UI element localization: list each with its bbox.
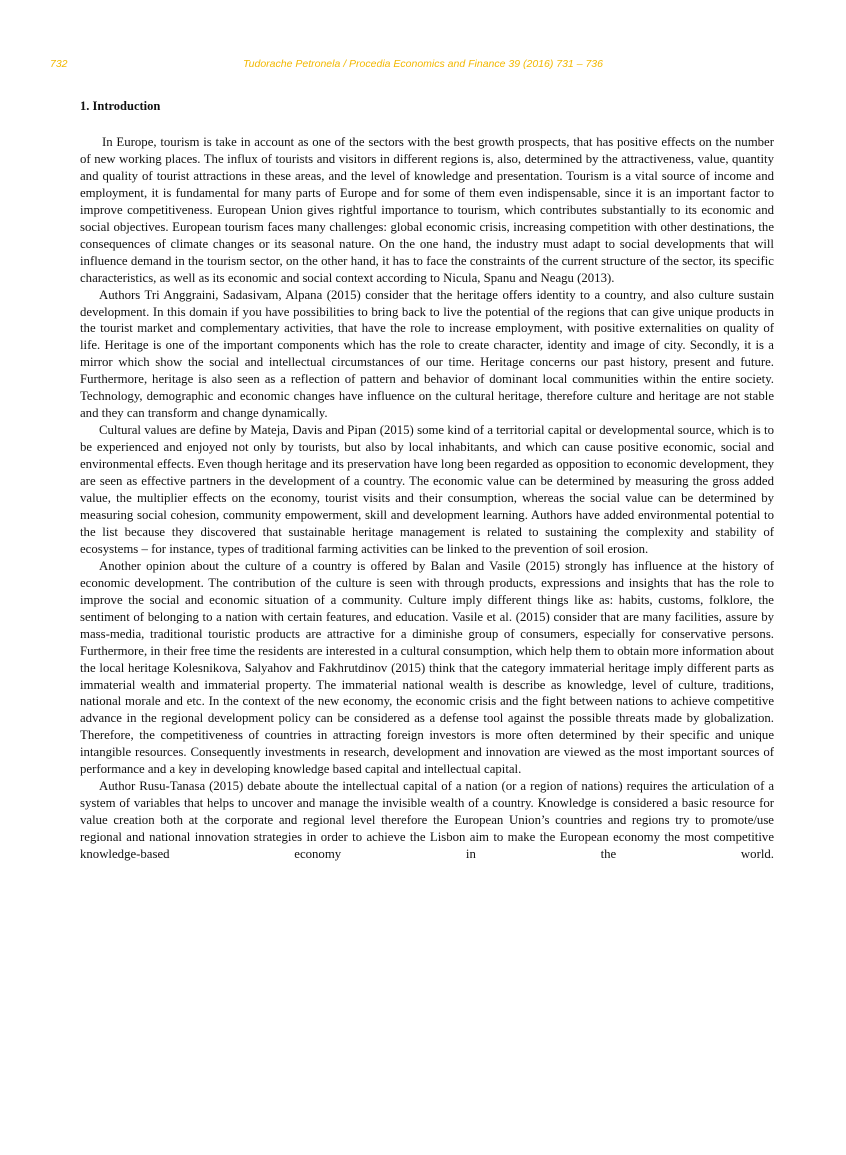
paragraph: Author Rusu-Tanasa (2015) debate aboute the intellectual capital of a nation (or a region of nations) requires the articulation of a system of variables that helps to uncover and manage the invisible wealth of a country. Knowledge is considered a basic resource for value creation both at the corporate and regional level therefore the European Union’s countries and regions try to promote/use regional and national innovation strategies in order to achieve the Lisbon aim to make the European economy the most competitive knowledge-based economy in the world. [80,779,774,862]
paragraph: Cultural values are define by Mateja, Davis and Pipan (2015) some kind of a territorial capital or developmental source, which is to be experienced and enjoyed not only by tourists, but also by local inhabitants, and which can cause positive economic, social and environmental effects. Even though heritage and its preservation have long been regarded as opposition to economic development, they are seen as effective partners in the development of a country. The economic value can be determined by measuring the gross added value, the multiplier effects on the economy, tourist visits and their consumption, whereas the social value can be determined by measuring social cohesion, community empowerment, skill and development learning. Authors have added environmental potential to the list because they discovered that sustainable heritage management is related to sustaining the complexity and stability of ecosystems – for instance, types of traditional farming activities can be linked to the prevention of soil erosion. [80,423,774,556]
paragraph: In Europe, tourism is take in account as one of the sectors with the best growth prospects, that has positive effects on the number of new working places. The influx of tourists and visitors in different regions is, also, determined by the attractiveness, value, quantity and quality of tourist attractions in these areas, and the level of knowledge and presentation. Tourism is a vital source of income and employment, it is fundamental for many parts of Europe and for some of them even indispensable, since it is an important factor to improve competitiveness. European Union gives rightful importance to tourism, which contributes substantially to its economic and social objectives. European tourism faces many challenges: global economic crisis, increasing competition with other destinations, the consequences of climate changes or its seasonal nature. On the one hand, the industry must adapt to social developments that will influence demand in the tourism sector, on the other hand, it has to face the constraints of the current structure of the sector, its specific characteristics, as well as its economic and social context according to Nicula, Spanu and Neagu (2013). [80,135,774,285]
paragraph: Another opinion about the culture of a country is offered by Balan and Vasile (2015) strongly has influence at the history of economic development. The contribution of the culture is seen with through products, expressions and insights that has the role to improve the social and economic situation of a community. Culture imply different things like as: habits, customs, folklore, the sentiment of belonging to a nation with certain features, and education. Vasile et al. (2015) consider that are many facilities, assure by mass-media, traditional touristic products are attractive for a diminishe group of consumers, especially for conservative persons. Furthermore, in their free time the residents are interested in a cultural consumption, which help them to obtain more information about the local heritage Kolesnikova, Salyahov and Fakhrutdinov (2015) think that the category immaterial heritage imply different parts as immaterial wealth and immaterial property. The immaterial national wealth is describe as knowledge, level of culture, traditions, national morale and etc. In the context of the new economy, the economic crisis and the fight between nations to achieve competitive advance in the regional development policy can be considered as a defense tool against the possible threats made by globalization. Therefore, the competitiveness of countries in attracting foreign investors is more often determined by their specific and unique intangible resources. Consequently investments in research, development and innovation are viewed as the most important sources of performance and a key in developing knowledge based capital and intellectual capital. [80,558,774,777]
running-header [50,58,796,72]
paragraph: Authors Tri Anggraini, Sadasivam, Alpana (2015) consider that the heritage offers identity to a country, and also culture sustain development. In this domain if you have possibilities to bring back to live the potential of the regions that can give unique products in the tourist market and complementary activities, that have the role to increase employment, with positive externalities on quality of life. Heritage is one of the important components which has the role to create character, identity and image of city. Secondly, it is a mirror which show the social and intellectual circumstances of our time. Heritage concerns our past history, present and future. Furthermore, heritage is also seen as a reflection of pattern and behavior of dominant local communities within the entire society. Technology, demographic and economic changes have influence on the cultural heritage, therefore culture and heritage are not stable and they can transform and change dynamically. [80,287,774,421]
page-number: 732 [50,58,68,70]
article-body [80,98,774,863]
journal-citation: Tudorache Petronela / Procedia Economics and Finance 39 (2016) 731 – 736 [243,58,603,70]
section-heading: 1. Introduction [80,99,161,113]
